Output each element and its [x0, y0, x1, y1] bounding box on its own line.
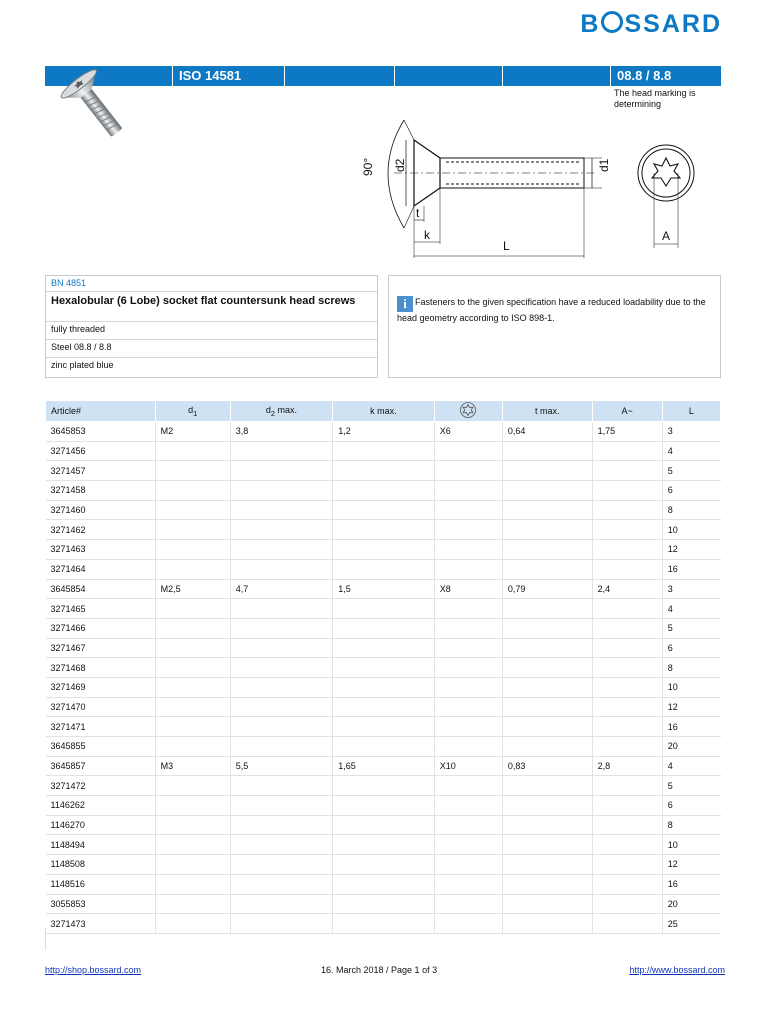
table-cell [333, 815, 435, 835]
table-cell [333, 894, 435, 914]
table-cell [592, 737, 662, 757]
table-cell: 4 [662, 756, 720, 776]
table-cell: 3645854 [46, 579, 156, 599]
table-cell [502, 461, 592, 481]
website-link[interactable]: http://www.bossard.com [629, 965, 725, 975]
table-cell [230, 914, 332, 934]
table-cell [155, 815, 230, 835]
label-angle: 90° [361, 157, 375, 176]
table-cell: 3 [662, 579, 720, 599]
table-cell [502, 677, 592, 697]
table-cell: 1146270 [46, 815, 156, 835]
table-cell: 5,5 [230, 756, 332, 776]
torx-drive-icon [459, 401, 477, 419]
table-cell [434, 618, 502, 638]
table-cell: 3271464 [46, 559, 156, 579]
page-info: 16. March 2018 / Page 1 of 3 [321, 965, 438, 975]
table-cell: 3,8 [230, 422, 332, 442]
table-cell [434, 796, 502, 816]
table-cell: 5 [662, 618, 720, 638]
table-cell: 6 [662, 638, 720, 658]
table-cell [434, 894, 502, 914]
table-cell [230, 481, 332, 501]
table-cell [592, 776, 662, 796]
table-cell [434, 737, 502, 757]
table-cell [333, 776, 435, 796]
bn-number: BN 4851 [46, 276, 377, 292]
table-cell [333, 618, 435, 638]
table-cell [230, 618, 332, 638]
table-cell [230, 894, 332, 914]
table-cell [230, 835, 332, 855]
table-cell [592, 618, 662, 638]
col-d2-suffix: max. [275, 404, 298, 415]
table-cell: 8 [662, 500, 720, 520]
table-cell [230, 599, 332, 619]
table-cell: 0,83 [502, 756, 592, 776]
table-cell: 10 [662, 677, 720, 697]
table-cell: 3271472 [46, 776, 156, 796]
table-cell [592, 540, 662, 560]
table-cell: 3271457 [46, 461, 156, 481]
table-row [46, 618, 721, 638]
table-cell [155, 559, 230, 579]
table-cell [502, 697, 592, 717]
table-cell [155, 500, 230, 520]
table-header-row [46, 401, 721, 422]
table-cell: 3271456 [46, 441, 156, 461]
table-cell [502, 638, 592, 658]
table-cell [502, 717, 592, 737]
table-cell [592, 500, 662, 520]
table-cell: 6 [662, 481, 720, 501]
table-cell [502, 835, 592, 855]
table-cell [333, 481, 435, 501]
table-cell [434, 599, 502, 619]
table-cell [592, 481, 662, 501]
table-row [46, 579, 721, 599]
table-row [46, 677, 721, 697]
table-cell: 1,5 [333, 579, 435, 599]
table-cell [434, 776, 502, 796]
shop-link[interactable]: http://shop.bossard.com [45, 965, 142, 975]
table-cell: 3271467 [46, 638, 156, 658]
table-row [46, 855, 721, 875]
table-cell [230, 677, 332, 697]
table-cell [502, 737, 592, 757]
table-cell [155, 599, 230, 619]
table-cell [502, 520, 592, 540]
table-cell [592, 559, 662, 579]
table-cell: 16 [662, 717, 720, 737]
table-cell: 12 [662, 540, 720, 560]
table-cell [333, 855, 435, 875]
table-row [46, 441, 721, 461]
table-cell: 1148516 [46, 874, 156, 894]
col-article: Article# [46, 401, 156, 422]
label-A: A [662, 229, 671, 243]
table-cell [333, 796, 435, 816]
table-cell: 12 [662, 855, 720, 875]
table-cell [155, 658, 230, 678]
table-cell: X10 [434, 756, 502, 776]
table-cell [333, 677, 435, 697]
table-cell [434, 874, 502, 894]
table-cell [333, 835, 435, 855]
table-cell [230, 697, 332, 717]
table-cell [592, 697, 662, 717]
table-cell [155, 776, 230, 796]
table-cell [333, 461, 435, 481]
table-cell: 3271460 [46, 500, 156, 520]
table-cell [333, 599, 435, 619]
table-cell [155, 677, 230, 697]
table-cell: 1,65 [333, 756, 435, 776]
grade-label: 08.8 / 8.8 [617, 68, 672, 83]
table-cell [230, 874, 332, 894]
standard-label: ISO 14581 [173, 66, 285, 86]
table-cell [592, 855, 662, 875]
bar-cell-empty-2 [395, 66, 503, 86]
bar-cell-empty-3 [503, 66, 611, 86]
table-cell: 16 [662, 874, 720, 894]
table-cell [155, 737, 230, 757]
table-cell [230, 520, 332, 540]
table-cell [434, 540, 502, 560]
table-cell [502, 500, 592, 520]
table-row [46, 461, 721, 481]
table-cell [502, 481, 592, 501]
table-cell: 3271465 [46, 599, 156, 619]
article-table [45, 400, 721, 934]
table-cell [155, 461, 230, 481]
table-cell [434, 658, 502, 678]
table-cell: 10 [662, 520, 720, 540]
table-cell [434, 638, 502, 658]
table-row [46, 796, 721, 816]
table-cell: 5 [662, 461, 720, 481]
table-cell: M2 [155, 422, 230, 442]
table-cell [434, 461, 502, 481]
table-cell [155, 914, 230, 934]
table-cell: 5 [662, 776, 720, 796]
table-cell [230, 776, 332, 796]
table-cell [230, 441, 332, 461]
table-cell: 3271463 [46, 540, 156, 560]
label-d1: d1 [597, 158, 611, 172]
table-cell [155, 618, 230, 638]
table-cell [230, 461, 332, 481]
table-cell [155, 717, 230, 737]
table-row [46, 658, 721, 678]
table-cell [592, 894, 662, 914]
table-cell: 4,7 [230, 579, 332, 599]
table-row [46, 500, 721, 520]
table-cell [434, 717, 502, 737]
table-cell [434, 677, 502, 697]
table-cell [592, 914, 662, 934]
table-cell [230, 559, 332, 579]
logo-letters: SSARD [624, 10, 722, 38]
table-cell [155, 520, 230, 540]
table-cell [155, 481, 230, 501]
info-box [388, 275, 721, 378]
table-cell: 3271471 [46, 717, 156, 737]
col-l: L [662, 401, 720, 422]
table-cell: 1,75 [592, 422, 662, 442]
product-title: Hexalobular (6 Lobe) socket flat countersunk head screws [46, 292, 377, 322]
table-cell: 6 [662, 796, 720, 816]
col-d1-sub: 1 [193, 408, 198, 418]
table-cell [502, 441, 592, 461]
table-cell: 4 [662, 441, 720, 461]
table-cell [333, 638, 435, 658]
table-cell [434, 914, 502, 934]
table-cell: 1,2 [333, 422, 435, 442]
technical-drawing [354, 110, 724, 270]
label-k: k [424, 228, 430, 242]
table-cell [333, 500, 435, 520]
screw-photo [60, 66, 132, 146]
table-cell [434, 520, 502, 540]
table-cell [434, 500, 502, 520]
label-d2: d2 [393, 158, 407, 172]
table-cell: 3271473 [46, 914, 156, 934]
table-row [46, 894, 721, 914]
table-cell [434, 835, 502, 855]
table-cell: 1148494 [46, 835, 156, 855]
table-cell [502, 776, 592, 796]
table-cell: 2,4 [592, 579, 662, 599]
table-cell: 3645857 [46, 756, 156, 776]
table-cell [592, 796, 662, 816]
table-cell: 3271470 [46, 697, 156, 717]
table-cell: 3645853 [46, 422, 156, 442]
col-drive [434, 401, 502, 422]
table-cell: 3271466 [46, 618, 156, 638]
table-cell [155, 697, 230, 717]
table-cell [502, 815, 592, 835]
table-cell [592, 815, 662, 835]
logo-ring [601, 11, 623, 33]
table-row [46, 815, 721, 835]
col-d2-text: d [265, 404, 271, 415]
table-cell [230, 717, 332, 737]
product-attr-finish: zinc plated blue [51, 360, 114, 370]
logo-letter-b: B [580, 10, 601, 38]
table-cell [592, 461, 662, 481]
table-row [46, 638, 721, 658]
table-cell [333, 540, 435, 560]
table-cell [434, 697, 502, 717]
table-cell [502, 914, 592, 934]
table-cell: 3271462 [46, 520, 156, 540]
table-cell [502, 559, 592, 579]
table-cell: 20 [662, 894, 720, 914]
info-text: Fasteners to the given specification have a reduced loadability due to the head geometry according to ISO 898-1. [397, 297, 706, 323]
table-cell: 0,79 [502, 579, 592, 599]
table-row [46, 874, 721, 894]
table-cell [230, 540, 332, 560]
table-cell [592, 638, 662, 658]
table-row [46, 422, 721, 442]
table-cell [155, 894, 230, 914]
spec-header-bar [45, 66, 721, 86]
table-cell [333, 559, 435, 579]
table-cell: 3 [662, 422, 720, 442]
table-cell [155, 441, 230, 461]
table-cell [434, 815, 502, 835]
table-cell: 1148508 [46, 855, 156, 875]
table-row [46, 520, 721, 540]
table-end-line [45, 928, 46, 950]
table-cell [155, 540, 230, 560]
table-cell [592, 874, 662, 894]
table-cell [502, 618, 592, 638]
table-cell [230, 638, 332, 658]
table-row [46, 914, 721, 934]
table-cell: X6 [434, 422, 502, 442]
table-cell [230, 658, 332, 678]
product-attr-thread: fully threaded [46, 322, 377, 340]
table-row [46, 776, 721, 796]
table-cell [434, 441, 502, 461]
table-cell [333, 737, 435, 757]
table-cell [333, 658, 435, 678]
product-attr-material: Steel 08.8 / 8.8 [46, 340, 377, 358]
table-cell [592, 717, 662, 737]
table-cell [230, 500, 332, 520]
table-cell [333, 717, 435, 737]
table-cell [333, 697, 435, 717]
table-cell [502, 874, 592, 894]
col-d1 [155, 401, 230, 422]
table-cell [502, 796, 592, 816]
table-cell: 25 [662, 914, 720, 934]
table-cell: 8 [662, 815, 720, 835]
col-k: k max. [333, 401, 435, 422]
info-icon: i [397, 296, 413, 312]
table-row [46, 559, 721, 579]
table-cell [230, 796, 332, 816]
product-description-box [45, 275, 378, 378]
table-cell: 8 [662, 658, 720, 678]
table-cell [333, 874, 435, 894]
table-cell: 4 [662, 599, 720, 619]
table-row [46, 756, 721, 776]
table-cell: 3645855 [46, 737, 156, 757]
table-row [46, 717, 721, 737]
table-cell: M3 [155, 756, 230, 776]
table-cell [502, 894, 592, 914]
table-row [46, 737, 721, 757]
col-d1-text: d [188, 404, 194, 415]
table-cell [155, 855, 230, 875]
col-t: t max. [502, 401, 592, 422]
table-row [46, 481, 721, 501]
table-cell: 3271458 [46, 481, 156, 501]
table-cell [155, 638, 230, 658]
table-cell: 12 [662, 697, 720, 717]
table-cell [333, 520, 435, 540]
table-cell [434, 481, 502, 501]
bossard-logo [580, 10, 722, 39]
label-t: t [416, 206, 420, 220]
table-cell [592, 835, 662, 855]
table-row [46, 599, 721, 619]
head-marking-note: The head marking is determining [614, 88, 696, 109]
col-d2 [230, 401, 332, 422]
table-cell [502, 658, 592, 678]
table-cell [230, 855, 332, 875]
table-cell [592, 677, 662, 697]
table-cell [592, 441, 662, 461]
table-cell: 1146262 [46, 796, 156, 816]
table-cell: 0,64 [502, 422, 592, 442]
table-cell [333, 441, 435, 461]
col-a: A~ [592, 401, 662, 422]
table-cell: M2,5 [155, 579, 230, 599]
label-L: L [503, 239, 510, 253]
table-cell [502, 855, 592, 875]
table-cell: 3055853 [46, 894, 156, 914]
col-d2-sub: 2 [270, 408, 276, 418]
table-row [46, 835, 721, 855]
table-cell [592, 520, 662, 540]
table-cell [592, 658, 662, 678]
table-cell: 10 [662, 835, 720, 855]
table-cell: 16 [662, 559, 720, 579]
table-cell [434, 559, 502, 579]
table-cell [502, 599, 592, 619]
table-cell [230, 815, 332, 835]
table-body [46, 422, 721, 934]
table-cell [155, 835, 230, 855]
bar-cell-empty-1 [285, 66, 395, 86]
table-cell: 3271469 [46, 677, 156, 697]
table-row [46, 540, 721, 560]
table-cell [155, 874, 230, 894]
table-cell: 20 [662, 737, 720, 757]
table-cell [434, 855, 502, 875]
table-cell [333, 914, 435, 934]
info-text-wrap [397, 296, 714, 324]
table-cell [155, 796, 230, 816]
table-cell: 3271468 [46, 658, 156, 678]
table-cell: X8 [434, 579, 502, 599]
table-cell [592, 599, 662, 619]
table-cell [230, 737, 332, 757]
table-row [46, 697, 721, 717]
table-cell: 2,8 [592, 756, 662, 776]
table-cell [502, 540, 592, 560]
